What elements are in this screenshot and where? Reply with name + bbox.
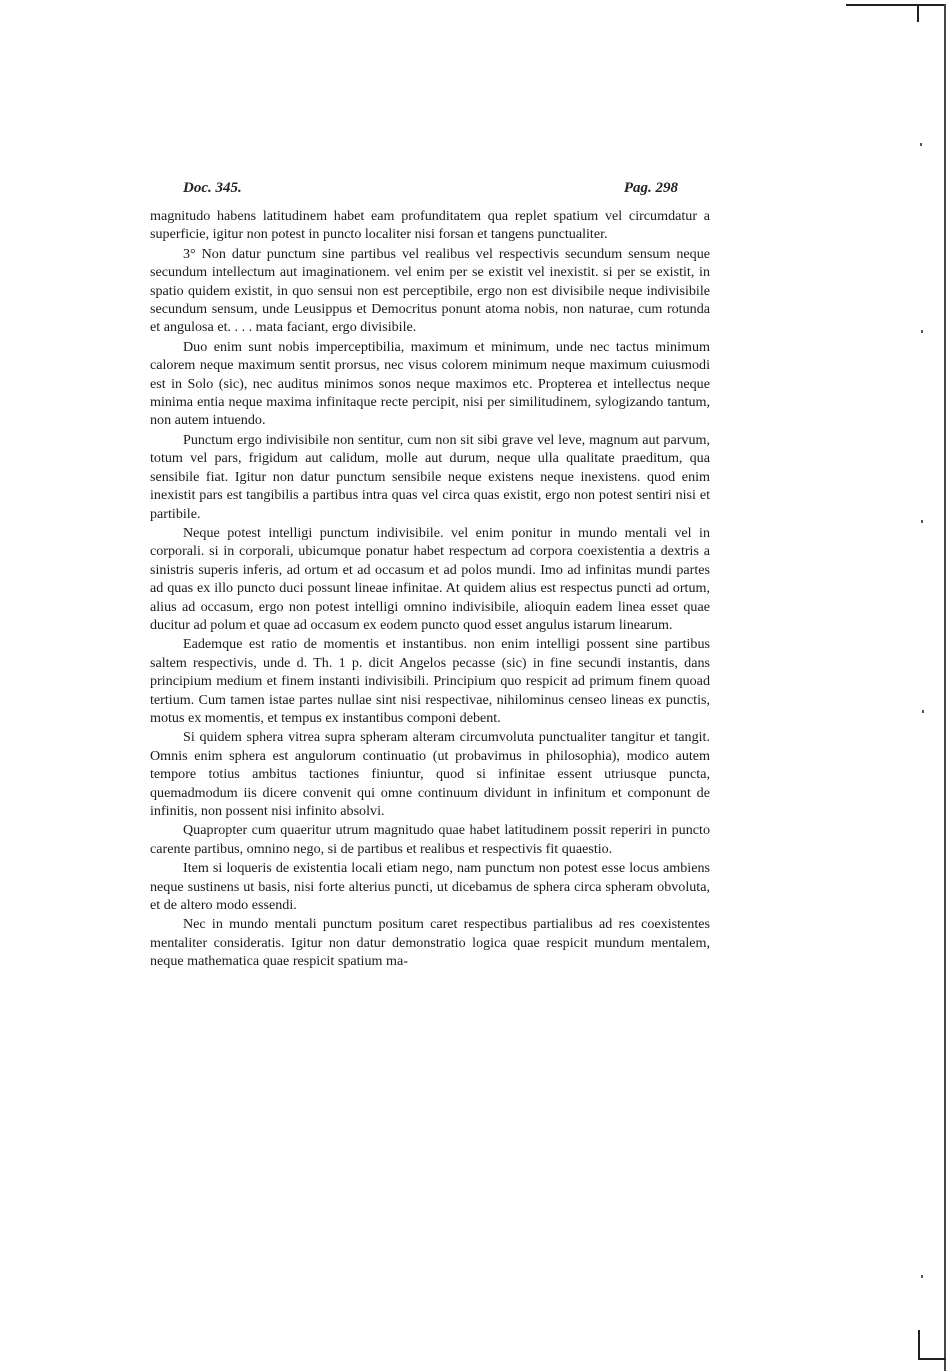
doc-number: Doc. 345. [183, 180, 242, 196]
scan-speck [921, 520, 923, 523]
scan-speck [920, 143, 922, 146]
paragraph: magnitudo habens latitudinem habet eam profunditatem qua replet spatium vel circumdatur a superficie, igitur non potest in puncto localiter nisi forsan et tangens punctualiter. [150, 208, 710, 243]
paragraph: Duo enim sunt nobis imperceptibilia, maximum et minimum, unde nec tactus minimum calorem neque maximum sentit prorsus, nec visus colorem minimum neque maximum cuiusmodi est in Solo (sic), nec auditus minimos sonos neque maximos etc. Propterea et intellectus neque minima entia neque maxima infinitaque recte percipit, nisi per similitudinem, sylogizando tantum, non autem intuendo. [150, 338, 710, 429]
paragraph: Eademque est ratio de momentis et instantibus. non enim intelligi possent sine partibus saltem respectivis, unde d. Th. 1 p. dicit Angelos pecasse (sic) in fine secundi instantis, dans principium medium et finem instanti indivisibili. Principium quo respicit ad primum finem quoad tertium. Cum tamen istae partes nullae sint nisi respectivae, nihilominus censeo lineas ex punctis, motus ex momentis, et tempus ex instantibus componi debent. [150, 636, 710, 726]
scan-edge-bottom [918, 1358, 946, 1360]
page-number: Pag. 298 [623, 180, 678, 196]
paragraph: Quapropter cum quaeritur utrum magnitudo quae habet latitudinem possit reperiri in puncto carente partibus, omnino nego, si de partibus et realibus et respectivis fit quaestio. [150, 822, 710, 857]
scan-edge-tick [917, 4, 919, 22]
scan-speck [922, 710, 924, 713]
scan-edge-bottom-tick [918, 1330, 920, 1358]
paragraph: Neque potest intelligi punctum indivisibile. vel enim ponitur in mundo mentali vel in corporali. si in corporali, ubicumque ponatur habet respectum ad corpora coexistentia a dextris a sinistris superis inferis, ad ortum et ad occasum et ad polos mundi. Imo ad infinitas mundi partes ad quas ex illo puncto duci possunt lineae infinitae. At quidem alius est respectus puncti ad ortum, alius ad occasum, ergo non potest intelligi omnino indivisibile, alioquin eadem linea esset quae ducitur ad polum et quae ad occasum ex eodem puncto quod esset angulus istarum linearum. [150, 524, 710, 633]
paragraph: Item si loqueris de existentia locali etiam nego, nam punctum non potest esse locus ambiens neque sustinens ut basis, nisi forte alterius puncti, ut dicebamus de sphera circa spheram obvoluta, et de altero modo essendi. [150, 860, 710, 914]
scan-edge-top [846, 4, 946, 6]
paragraph: Punctum ergo indivisibile non sentitur, cum non sit sibi grave vel leve, magnum aut parvum, totum vel pars, frigidum aut calidum, molle aut durum, neque ulla qualitate praeditum, qua sensibile fiat. Igitur non datur punctum sensibile neque existens neque inexistens. quod enim inexistit pars est tangibilis a partibus intra quas vel circa quas existit, ergo non potest sentiri nisi et partibile. [150, 431, 710, 522]
paragraph: Si quidem sphera vitrea supra spheram alteram circumvoluta punctualiter tangitur et tangit. Omnis enim sphera est angulorum continuatio (ut probavimus in philosophia), modico autem tempore totius ambitus tactiones finiuntur, quod si infinitae essent utriusque puncta, quemadmodum iis dicere convenit qui omne continuum dividunt in infinitum et componunt de infinitis, non possent nisi infinito absolvi. [150, 729, 710, 819]
paragraph: 3° Non datur punctum sine partibus vel realibus vel respectivis secundum sensum neque secundum intellectum aut imaginationem. vel enim per se existit vel inexistit. si per se existit, in spatio quidem existit, in quo sensui non est perceptibile, ergo non est divisibile neque indivisibile secundum sensum, unde Leusippus et Democritus ponunt atoma nobis, non naturae, cum rotunda et angulosa et. . . . mata faciant, ergo divisibile. [150, 245, 710, 336]
paragraph: Nec in mundo mentali punctum positum caret respectibus partialibus ad res coexistentes mentaliter consideratis. Igitur non datur demonstratio logica quae respicit mundum mentalem, neque mathematica quae respicit spatium ma- [150, 916, 710, 970]
text-body [150, 207, 710, 971]
scan-speck [921, 330, 923, 333]
scan-speck [921, 1275, 923, 1278]
